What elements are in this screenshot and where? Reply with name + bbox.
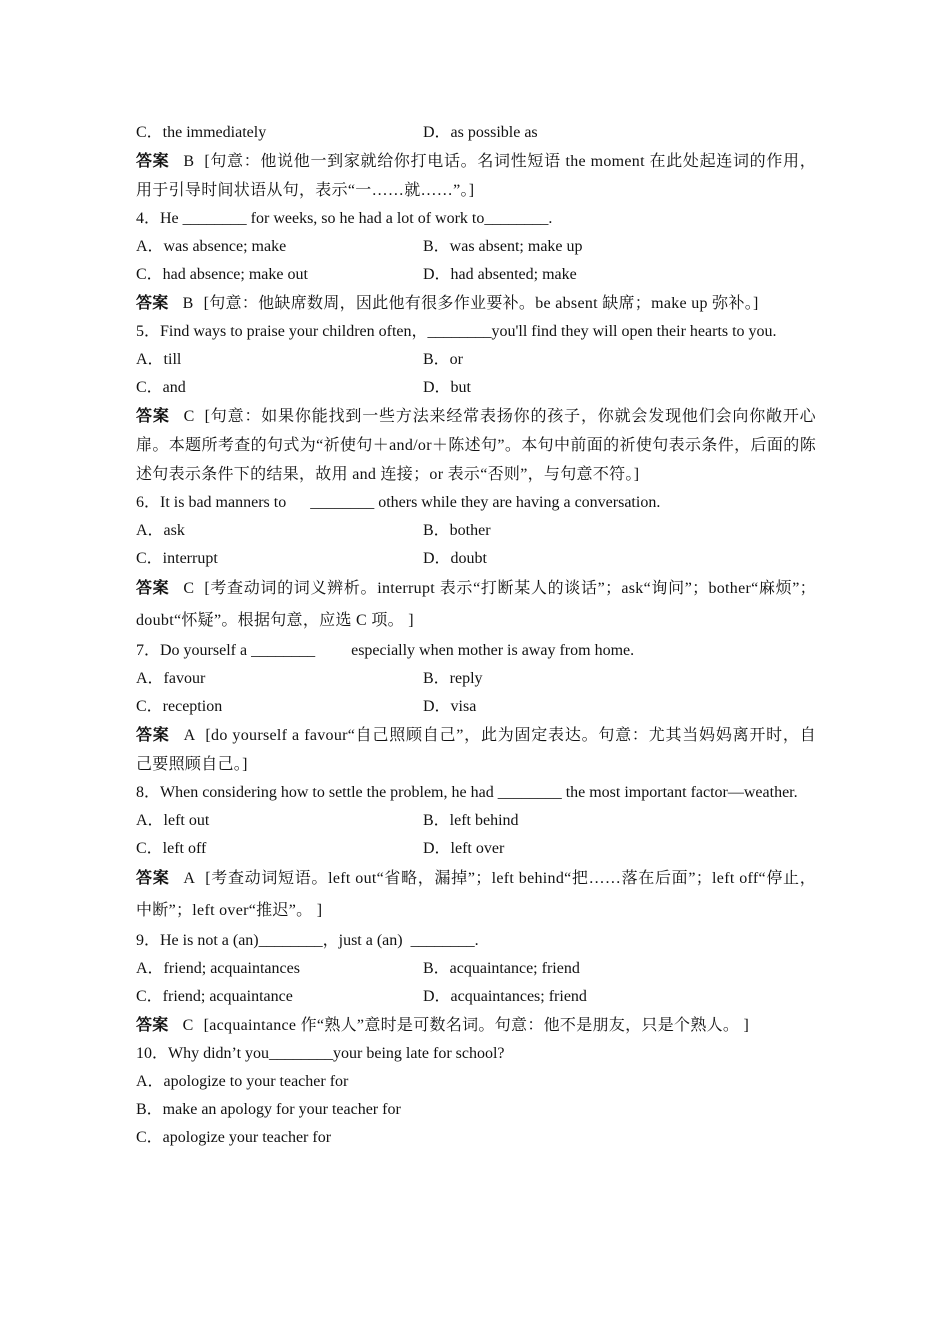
question-5-options-row-cd: [136, 374, 816, 402]
answer-5: [136, 402, 816, 489]
option-c: C．reception: [136, 698, 223, 715]
answer-3: [136, 147, 816, 205]
answer-explanation: [acquaintance 作“熟人”意时是可数名词。句意：他不是朋友，只是个熟人。 ]: [203, 1017, 750, 1034]
option-d: D．acquaintances; friend: [423, 988, 587, 1005]
question-5-stem: 5．Find ways to praise your children often，________you'll find they will open their hearts to you.: [136, 323, 777, 340]
answer-explanation: [句意：他说他一到家就给你打电话。名词性短语 the moment 在此处起连词的作用，用于引导时间状语从句，表示“一……就……”。]: [136, 153, 816, 199]
option-b: B．left behind: [423, 812, 519, 829]
answer-explanation: [句意：他缺席数周，因此他有很多作业要补。be absent 缺席；make up 弥补。]: [203, 295, 759, 312]
answer-label: 答案: [136, 408, 170, 425]
answer-choice: B: [183, 153, 195, 170]
option-d: D．doubt: [423, 550, 488, 567]
question-7-stem: 7．Do yourself a ________ especially when mother is away from home.: [136, 642, 635, 659]
option-c: C．left off: [136, 840, 207, 857]
page-content: [136, 119, 816, 1152]
question-9-options-row-cd: [136, 983, 816, 1011]
option-a: A．left out: [136, 812, 210, 829]
option-a: A．apologize to your teacher for: [136, 1073, 349, 1090]
answer-label: 答案: [136, 580, 170, 597]
answer-choice: A: [183, 870, 196, 887]
option-b: B．was absent; make up: [423, 238, 583, 255]
option-b: B．reply: [423, 670, 483, 687]
answer-9: [136, 1011, 816, 1040]
option-c: C．interrupt: [136, 550, 218, 567]
option-a: A．was absence; make: [136, 238, 287, 255]
answer-choice: C: [183, 408, 195, 425]
answer-6: [136, 573, 816, 637]
question-5-options-row-ab: [136, 346, 816, 374]
option-a: A．friend; acquaintances: [136, 960, 300, 977]
question-4-options-row-cd: [136, 261, 816, 289]
question-9-stem: 9．He is not a (an)________，just a (an) ________.: [136, 932, 479, 949]
answer-label: 答案: [136, 727, 170, 744]
answer-label: 答案: [136, 870, 170, 887]
question-8-options-row-cd: [136, 835, 816, 863]
question-8-options-row-ab: [136, 807, 816, 835]
option-d: D．visa: [423, 698, 477, 715]
question-4-stem: 4．He ________ for weeks, so he had a lot of work to________.: [136, 210, 553, 227]
answer-explanation: [句意：如果你能找到一些方法来经常表扬你的孩子，你就会发现他们会向你敞开心扉。本题所考查的句式为“祈使句＋and/or＋陈述句”。本句中前面的祈使句表示条件，后面的陈述句表示条件下的结果，故用 and 连接；or 表示“否则”，与句意不符。]: [136, 408, 816, 483]
question-4-options-row-ab: [136, 233, 816, 261]
answer-explanation: [考查动词短语。left out“省略，漏掉”；left behind“把……落在后面”；left off“停止，中断”；left over“推迟”。 ]: [136, 870, 816, 919]
question-6-options-row-cd: [136, 545, 816, 573]
question-7-options-row-cd: [136, 693, 816, 721]
question-7-options-row-ab: [136, 665, 816, 693]
question-10-stem: 10．Why didn’t you________your being late for school?: [136, 1045, 505, 1062]
option-b: B．or: [423, 351, 464, 368]
question-3-options-row-cd: [136, 119, 816, 147]
question-9-options-row-ab: [136, 955, 816, 983]
answer-label: 答案: [136, 295, 169, 312]
answer-label: 答案: [136, 153, 170, 170]
option-c: C．apologize your teacher for: [136, 1129, 332, 1146]
answer-7: [136, 721, 816, 779]
option-c: C．friend; acquaintance: [136, 988, 293, 1005]
option-b: B．bother: [423, 522, 491, 539]
option-c: C．had absence; make out: [136, 266, 308, 283]
question-6-options-row-ab: [136, 517, 816, 545]
option-d: D．left over: [423, 840, 505, 857]
answer-8: [136, 863, 816, 927]
option-c: C．and: [136, 379, 186, 396]
answer-explanation: [do yourself a favour“自己照顾自己”，此为固定表达。句意：尤其当妈妈离开时，自己要照顾自己。]: [136, 727, 816, 773]
option-a: A．till: [136, 351, 182, 368]
option-b: B．acquaintance; friend: [423, 960, 580, 977]
option-d: D．but: [423, 379, 472, 396]
answer-choice: B: [182, 295, 194, 312]
option-d: D．had absented; make: [423, 266, 577, 283]
answer-label: 答案: [136, 1017, 169, 1034]
option-a: A．favour: [136, 670, 206, 687]
answer-choice: C: [183, 580, 195, 597]
answer-choice: C: [182, 1017, 194, 1034]
answer-4: [136, 289, 816, 318]
option-c: C．the immediately: [136, 124, 267, 141]
option-a: A．ask: [136, 522, 185, 539]
option-b: B．make an apology for your teacher for: [136, 1101, 401, 1118]
question-8-stem: 8．When considering how to settle the problem, he had ________ the most important factor—weather.: [136, 784, 798, 801]
option-d: D．as possible as: [423, 124, 538, 141]
question-6-stem: 6．It is bad manners to ________ others while they are having a conversation.: [136, 494, 661, 511]
answer-choice: A: [183, 727, 196, 744]
answer-explanation: [考查动词的词义辨析。interrupt 表示“打断某人的谈话”；ask“询问”；bother“麻烦”；doubt“怀疑”。根据句意，应选 C 项。 ]: [136, 580, 816, 629]
